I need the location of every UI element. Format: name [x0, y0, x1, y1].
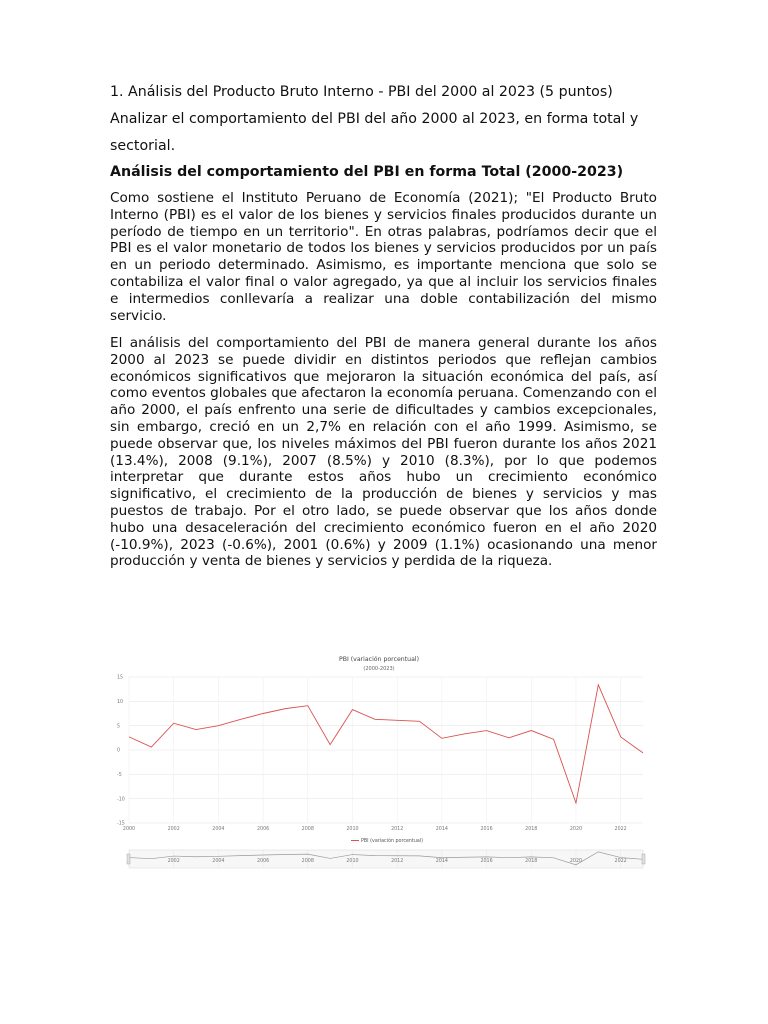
data-point-2013[interactable] [418, 720, 421, 723]
data-point-2006[interactable] [261, 712, 264, 715]
navigator-left-handle[interactable] [127, 854, 130, 864]
data-point-2003[interactable] [194, 728, 197, 731]
data-point-2020[interactable] [574, 801, 577, 804]
y-tick-label: 0 [117, 748, 121, 754]
data-point-2004[interactable] [217, 724, 220, 727]
data-point-2017[interactable] [507, 736, 510, 739]
y-tick-label: -15 [117, 821, 125, 827]
x-tick-label: 2016 [480, 827, 493, 832]
x-tick-label: 2002 [167, 827, 180, 832]
data-point-2000[interactable] [127, 735, 130, 738]
data-point-2005[interactable] [239, 718, 242, 721]
chart-title: PBI (variación porcentual) [338, 656, 420, 663]
data-point-2016[interactable] [485, 729, 488, 732]
data-point-2011[interactable] [373, 718, 376, 721]
navigator-tick-label: 2016 [480, 859, 493, 864]
paragraph-analysis: El análisis del comportamiento del PBI de manera general durante los años 2000 al 2023 se puede dividir en distintos periodos que reflejan cambios económicos significativos que mejoraron la situación económica del país, así como eventos globales que afectaron la economía peruana. Comenzando con el año 2000, el país enfrento una serie de dificultades y cambios excepcionales, sin embargo, creció en un 2,7% en relación con el año 1999. Asimismo, se puede observar que, los niveles máximos del PBI fueron durante los años 2021 (13.4%), 2008 (9.1%), 2007 (8.5%) y 2010 (8.3%), por lo que podemos interpretar que durante estos años hubo un crecimiento económico significativo, el crecimiento de la producción de bienes y servicios y mas puestos de trabajo. Por el otro lado, se puede observar que los años donde hubo una desaceleración del crecimiento económico fueron en el año 2020 (-10.9%), 2023 (-0.6%), 2001 (0.6%) y 2009 (1.1%) ocasionando una menor producción y venta de bienes y servicios y perdida de la riqueza. [110, 335, 657, 570]
pbi-line-chart [113, 648, 657, 873]
data-point-2002[interactable] [172, 722, 175, 725]
data-point-2008[interactable] [306, 704, 309, 707]
x-tick-label: 2006 [256, 827, 270, 832]
data-point-2015[interactable] [463, 732, 466, 735]
legend-label: PBI (variación porcentual) [361, 839, 424, 844]
section-title: Análisis del comportamiento del PBI en forma Total (2000-2023) [110, 164, 624, 180]
navigator-tick-label: 2012 [391, 859, 404, 864]
data-point-2022[interactable] [619, 735, 622, 738]
y-tick-label: 5 [117, 724, 121, 730]
chart-subtitle: (2000-2023) [363, 666, 395, 672]
navigator-tick-label: 2014 [435, 859, 448, 864]
x-tick-label: 2008 [301, 827, 314, 832]
data-point-2012[interactable] [396, 719, 399, 722]
navigator-track[interactable] [129, 850, 643, 868]
navigator-tick-label: 2020 [569, 859, 583, 864]
navigator-tick-label: 2018 [525, 859, 538, 864]
data-point-2009[interactable] [329, 743, 332, 746]
x-tick-label: 2000 [122, 827, 136, 832]
navigator-tick-label: 2008 [301, 859, 314, 864]
question-heading: 1. Análisis del Producto Bruto Interno - PBI del 2000 al 2023 (5 puntos) [110, 84, 613, 100]
data-point-2021[interactable] [597, 683, 600, 686]
chart-legend[interactable] [351, 837, 423, 844]
data-point-2019[interactable] [552, 738, 555, 741]
x-tick-label: 2022 [614, 827, 627, 832]
navigator-right-handle[interactable] [642, 854, 645, 864]
bullet-text: Analizar el comportamiento del PBI del año 2000 al 2023, en forma total y [110, 111, 639, 127]
x-tick-label: 2010 [346, 827, 359, 832]
data-point-2014[interactable] [440, 737, 443, 740]
data-point-2010[interactable] [351, 708, 354, 711]
navigator-tick-label: 2006 [256, 859, 270, 864]
x-tick-label: 2018 [525, 827, 538, 832]
x-tick-label: 2020 [569, 827, 583, 832]
y-tick-label: 15 [117, 675, 124, 681]
paragraph-definition: Como sostiene el Instituto Peruano de Economía (2021); "El Producto Bruto Interno (PBI) es el valor de los bienes y servicios finales producidos durante un período de tiempo en un territorio". En otras palabras, podríamos decir que el PBI es el valor monetario de todos los bienes y servicios producidos por un país en un periodo determinado. Asimismo, es importante menciona que solo se contabiliza el valor final o valor agregado, ya que al incluir los servicios finales e intermedios conllevaría a realizar una doble contabilización del mismo servicio. [110, 190, 657, 324]
navigator-tick-label: 2002 [167, 859, 180, 864]
x-tick-label: 2014 [435, 827, 448, 832]
bullet-continuation: sectorial. [110, 138, 176, 154]
data-point-2007[interactable] [284, 707, 287, 710]
series-line-pbi[interactable] [129, 685, 643, 803]
y-tick-label: -5 [117, 772, 122, 778]
x-tick-label: 2004 [212, 827, 225, 832]
navigator-tick-label: 2022 [614, 859, 627, 864]
navigator-tick-label: 2010 [346, 859, 359, 864]
data-point-2001[interactable] [150, 745, 153, 748]
data-point-2018[interactable] [530, 729, 533, 732]
y-tick-label: 10 [117, 699, 124, 705]
chart-navigator[interactable] [127, 850, 645, 868]
x-tick-label: 2012 [391, 827, 404, 832]
y-tick-label: -10 [117, 797, 125, 803]
bullet-line [110, 111, 638, 127]
data-point-2023[interactable] [641, 751, 644, 754]
navigator-tick-label: 2004 [212, 859, 225, 864]
